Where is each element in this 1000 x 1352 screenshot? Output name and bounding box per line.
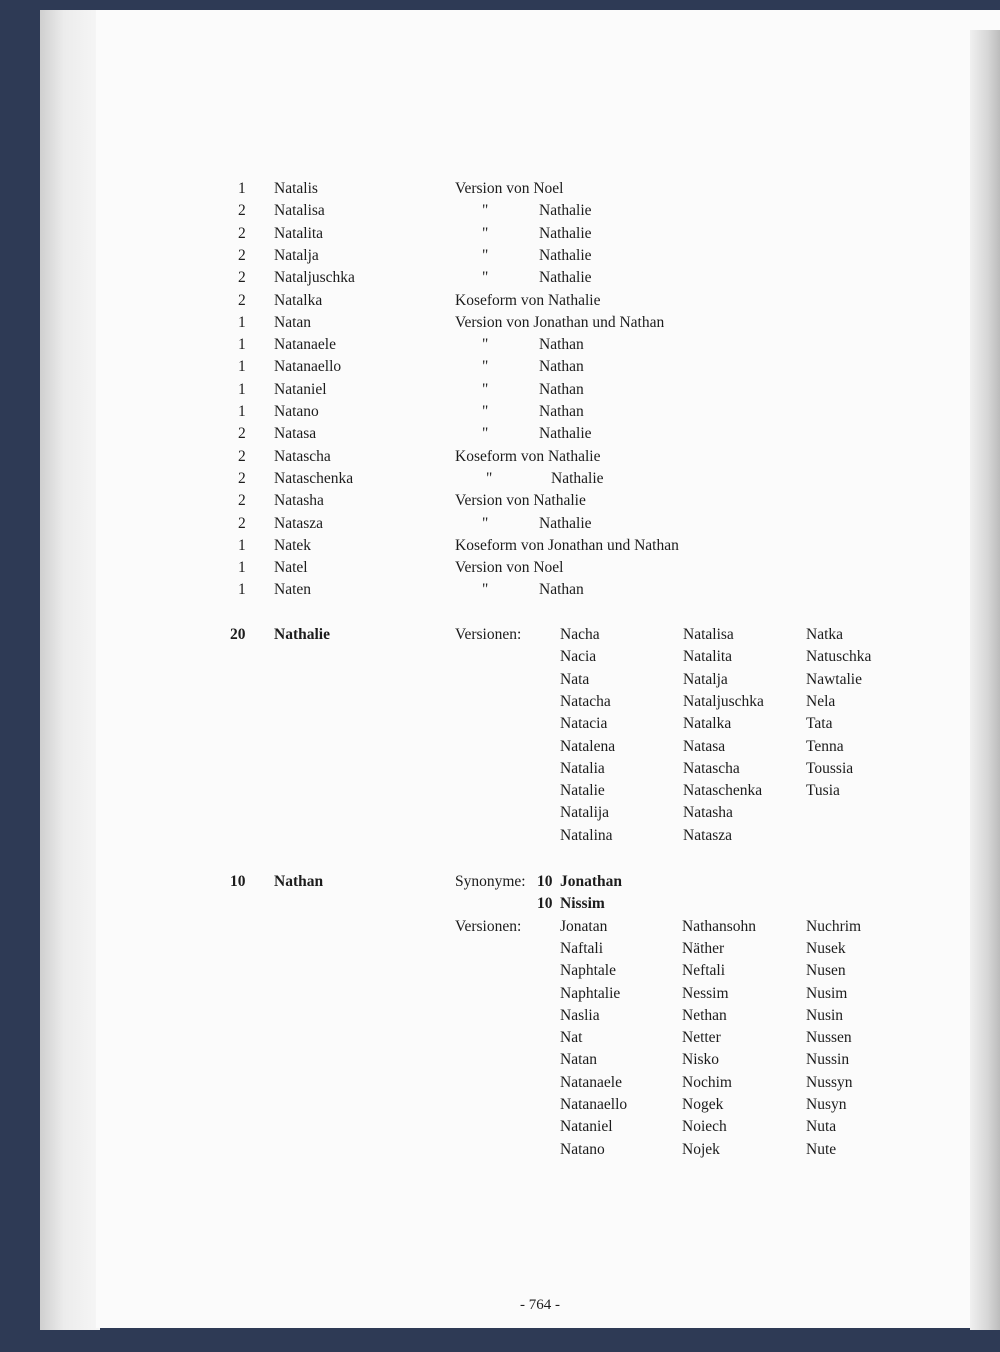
- entry-count: 2: [238, 447, 246, 465]
- entry-name: Natalita: [274, 224, 324, 242]
- version-name: Toussia: [806, 759, 854, 777]
- version-name: Nusyn: [806, 1096, 847, 1113]
- entry-name: Natanaele: [274, 336, 336, 354]
- entry-description: Koseform von Nathalie: [455, 447, 601, 465]
- version-name: Nat: [560, 1029, 583, 1047]
- ditto-mark: ": [482, 425, 489, 443]
- page-stack-edge: [40, 10, 100, 1330]
- entry-count: 1: [238, 380, 246, 398]
- ditto-mark: ": [482, 224, 489, 242]
- main-entry-count: 20: [230, 626, 246, 643]
- version-name: Nacia: [560, 648, 597, 666]
- entry-count: 1: [238, 581, 246, 599]
- version-name: Jonatan: [560, 917, 608, 935]
- version-name: Natasa: [683, 737, 726, 755]
- entry-count: 1: [238, 536, 246, 554]
- entry-name: Natek: [274, 536, 312, 554]
- entry-reference: Nathalie: [539, 246, 592, 264]
- entry-name: Natan: [274, 313, 312, 331]
- version-name: Nogek: [682, 1096, 724, 1113]
- main-entry-name: Nathan: [274, 873, 324, 890]
- version-name: Nataschenka: [683, 782, 763, 800]
- entry-name: Natalisa: [274, 202, 325, 220]
- entry-reference: Nathalie: [551, 469, 604, 487]
- entry-name: Naten: [274, 581, 312, 599]
- entry-name: Nataljuschka: [274, 269, 355, 287]
- entry-count: 2: [238, 246, 246, 264]
- entry-reference: Nathalie: [539, 269, 592, 287]
- version-name: Natasha: [683, 804, 733, 822]
- version-name: Nathansohn: [682, 917, 757, 935]
- version-name: Nacha: [560, 626, 600, 643]
- entry-name: Natalja: [274, 246, 319, 264]
- entry-reference: Nathalie: [539, 514, 592, 532]
- entry-count: 2: [238, 514, 246, 532]
- entry-count: 2: [238, 469, 246, 487]
- ditto-mark: ": [482, 336, 489, 354]
- version-name: Natano: [560, 1140, 605, 1158]
- entry-description: Version von Jonathan und Nathan: [455, 313, 665, 331]
- versions-label: Versionen:: [455, 917, 522, 935]
- version-name: Nela: [806, 692, 836, 710]
- version-name: Natalisa: [683, 626, 734, 643]
- ditto-mark: ": [482, 514, 489, 532]
- version-name: Tenna: [806, 737, 844, 755]
- synonym-count: 10: [537, 873, 553, 890]
- version-name: Natacha: [560, 692, 611, 710]
- version-name: Naphtale: [560, 962, 616, 980]
- version-name: Natalja: [683, 670, 728, 688]
- version-name: Nussyn: [806, 1073, 853, 1091]
- version-name: Nusin: [806, 1006, 844, 1024]
- version-name: Natalija: [560, 804, 610, 822]
- version-name: Nusim: [806, 984, 848, 1002]
- version-name: Nuta: [806, 1118, 837, 1136]
- synonym-name: Jonathan: [560, 873, 623, 890]
- entry-name: Natalis: [274, 180, 318, 197]
- version-name: Nataljuschka: [683, 692, 764, 710]
- version-name: Nusen: [806, 962, 846, 980]
- version-name: Noiech: [682, 1118, 727, 1136]
- entry-name: Natalka: [274, 291, 323, 309]
- synonym-name: Nissim: [560, 895, 605, 913]
- synonyms-label: Synonyme:: [455, 873, 526, 890]
- version-name: Neftali: [682, 962, 726, 980]
- ditto-mark: ": [482, 202, 489, 220]
- version-name: Tusia: [806, 782, 840, 800]
- entry-name: Natanaello: [274, 358, 342, 376]
- entry-reference: Nathalie: [539, 425, 592, 443]
- version-name: Nochim: [682, 1073, 732, 1091]
- version-name: Nessim: [682, 984, 729, 1002]
- ditto-mark: ": [486, 469, 493, 487]
- version-name: Natanaele: [560, 1073, 622, 1091]
- version-name: Näther: [682, 939, 725, 957]
- entry-name: Natascha: [274, 447, 331, 465]
- entry-count: 1: [238, 313, 246, 331]
- entry-reference: Nathan: [539, 380, 584, 398]
- entry-description: Version von Nathalie: [455, 492, 586, 510]
- ditto-mark: ": [482, 358, 489, 376]
- version-name: Natka: [806, 626, 844, 643]
- version-name: Natalena: [560, 737, 616, 755]
- version-name: Tata: [806, 715, 833, 733]
- entry-name: Nataschenka: [274, 469, 354, 487]
- page-gutter: [970, 30, 1000, 1330]
- version-name: Natalita: [683, 648, 733, 666]
- entry-description: Version von Noel: [455, 559, 564, 577]
- entry-name: Natasza: [274, 514, 324, 532]
- version-name: Natacia: [560, 715, 608, 733]
- version-name: Nussin: [806, 1051, 850, 1069]
- entry-reference: Nathan: [539, 403, 584, 420]
- ditto-mark: ": [482, 269, 489, 287]
- version-name: Nussen: [806, 1029, 852, 1047]
- entry-count: 1: [238, 336, 246, 354]
- ditto-mark: ": [482, 246, 489, 264]
- version-name: Natascha: [683, 759, 740, 777]
- entry-count: 2: [238, 425, 246, 443]
- entry-count: 1: [238, 559, 246, 577]
- version-name: Naslia: [560, 1006, 600, 1024]
- entry-reference: Nathan: [539, 336, 584, 354]
- version-name: Natanaello: [560, 1096, 628, 1113]
- version-name: Natasza: [683, 826, 733, 844]
- version-name: Natalie: [560, 782, 605, 800]
- entry-name: Natasha: [274, 492, 324, 510]
- version-name: Nuchrim: [806, 917, 862, 935]
- entry-description: Version von Noel: [455, 180, 564, 197]
- version-name: Nata: [560, 670, 590, 688]
- entry-count: 2: [238, 492, 246, 510]
- versions-label: Versionen:: [455, 626, 522, 643]
- entry-description: Koseform von Nathalie: [455, 291, 601, 309]
- version-name: Naftali: [560, 939, 604, 957]
- version-name: Netter: [682, 1029, 721, 1047]
- version-name: Nethan: [682, 1006, 727, 1024]
- version-name: Nisko: [682, 1051, 720, 1069]
- entry-count: 1: [238, 180, 246, 197]
- entry-name: Natano: [274, 403, 319, 420]
- version-name: Nojek: [682, 1140, 720, 1158]
- entry-reference: Nathan: [539, 358, 584, 376]
- ditto-mark: ": [482, 403, 489, 420]
- entry-reference: Nathalie: [539, 224, 592, 242]
- synonym-count: 10: [537, 895, 553, 913]
- entry-count: 2: [238, 291, 246, 309]
- version-name: Nawtalie: [806, 670, 862, 688]
- ditto-mark: ": [482, 581, 489, 599]
- entry-name: Natel: [274, 559, 308, 577]
- version-name: Naphtalie: [560, 984, 621, 1002]
- entry-name: Nataniel: [274, 380, 327, 398]
- entry-count: 1: [238, 403, 246, 420]
- version-name: Natalina: [560, 826, 613, 844]
- entry-reference: Nathalie: [539, 202, 592, 220]
- version-name: Natan: [560, 1051, 598, 1069]
- entry-count: 2: [238, 224, 246, 242]
- entry-name: Natasa: [274, 425, 317, 443]
- entry-count: 2: [238, 202, 246, 220]
- version-name: Nusek: [806, 939, 846, 957]
- page-number: - 764 -: [520, 1297, 560, 1313]
- version-name: Natalia: [560, 759, 605, 777]
- version-name: Natuschka: [806, 648, 872, 666]
- ditto-mark: ": [482, 380, 489, 398]
- entry-count: 1: [238, 358, 246, 376]
- version-name: Nute: [806, 1140, 837, 1158]
- version-name: Natalka: [683, 715, 732, 733]
- main-entry-count: 10: [230, 873, 246, 890]
- entry-description: Koseform von Jonathan und Nathan: [455, 536, 679, 554]
- entry-reference: Nathan: [539, 581, 584, 599]
- version-name: Nataniel: [560, 1118, 613, 1136]
- main-entry-name: Nathalie: [274, 626, 330, 643]
- entry-count: 2: [238, 269, 246, 287]
